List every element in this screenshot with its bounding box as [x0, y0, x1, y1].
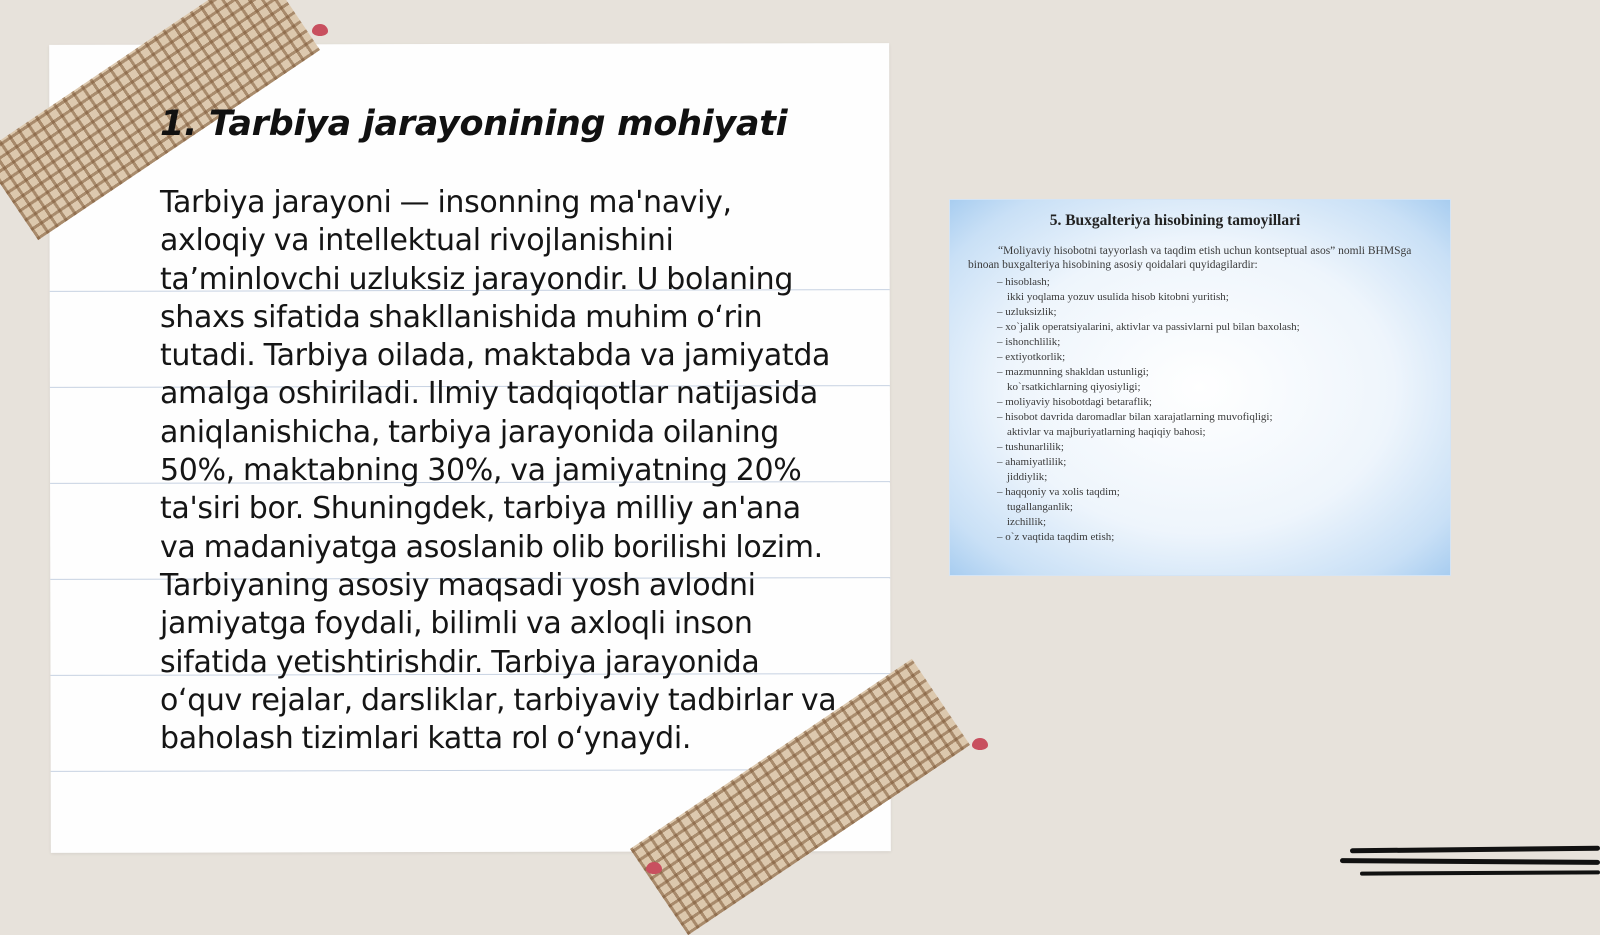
embedded-doc-intro: “Moliyaviy hisobotni tayyorlash va taqdim etish uchun kontseptual asos” nomli BHMSga binoan buxgalteriya hisobining asosiy qoidalari quyidagilardir: — [968, 245, 1412, 271]
list-item: – o`z vaqtida taqdim etish; — [997, 531, 1115, 543]
list-item: – mazmunning shakldan ustunligi; — [997, 366, 1149, 378]
list-item: – haqqoniy va xolis taqdim; — [997, 486, 1120, 498]
list-item: – ahamiyatlilik; — [997, 456, 1067, 468]
slide-body-text: Tarbiya jarayoni — insonning ma'naviy, axloqiy va intellektual rivojlanishini ta’minlovchi uzluksiz jarayondir. U bolaning shaxs sifatida shakllanishida muhim o‘rin tutadi. Tarbiya oilada, maktabda va jamiyatda amalga oshiriladi. Ilmiy tadqiqotlar natijasida aniqlanishicha, tarbiya jarayonida oilaning 50%, maktabning 30%, va jamiyatning 20% ta'siri bor. Shuningdek, tarbiya milliy an'ana va madaniyatga asoslanib olib borilishi lozim. Tarbiyaning asosiy maqsadi yosh avlodni jamiyatga foydali, bilimli va axloqli inson sifatida yetishtirishdir. Tarbiya jarayonida o‘quv rejalar, darsliklar, tarbiyaviy tadbirlar va baholash tizimlari katta rol o‘ynaydi. — [160, 185, 837, 757]
pin-bottom-right — [972, 738, 988, 750]
slide-title: 1. Tarbiya jarayonining mohiyati — [160, 104, 788, 144]
embedded-doc-list — [997, 275, 1300, 545]
embedded-doc-title: 5. Buxgalteriya hisobining tamoyillari — [1049, 212, 1301, 229]
list-item: aktivlar va majburiyatlarning haqiqiy bahosi; — [1007, 426, 1206, 438]
pin-bottom-left — [646, 862, 662, 874]
list-item: – uzluksizlik; — [997, 306, 1057, 318]
pin-top — [312, 24, 328, 36]
list-item: ikki yoqlama yozuv usulida hisob kitobni yuritish; — [1007, 291, 1229, 303]
list-item: ko`rsatkichlarning qiyosiyligi; — [1007, 381, 1141, 393]
list-item: – extiyotkorlik; — [997, 351, 1066, 363]
embedded-document-image — [950, 200, 1450, 575]
list-item: – hisobot davrida daromadlar bilan xarajatlarning muvofiqligi; — [997, 411, 1273, 423]
list-item: – hisoblash; — [997, 276, 1050, 288]
decorative-scribble-lines — [1340, 845, 1600, 885]
list-item: jiddiylik; — [1007, 471, 1048, 483]
list-item: – ishonchlilik; — [997, 336, 1061, 348]
list-item: izchillik; — [1007, 516, 1047, 528]
list-item: – tushunarlilik; — [997, 441, 1064, 453]
list-item: – xo`jalik operatsiyalarini, aktivlar va passivlarni pul bilan baxolash; — [997, 321, 1300, 333]
list-item: – moliyaviy hisobotdagi betaraflik; — [997, 396, 1152, 408]
list-item: tugallanganlik; — [1007, 501, 1073, 513]
